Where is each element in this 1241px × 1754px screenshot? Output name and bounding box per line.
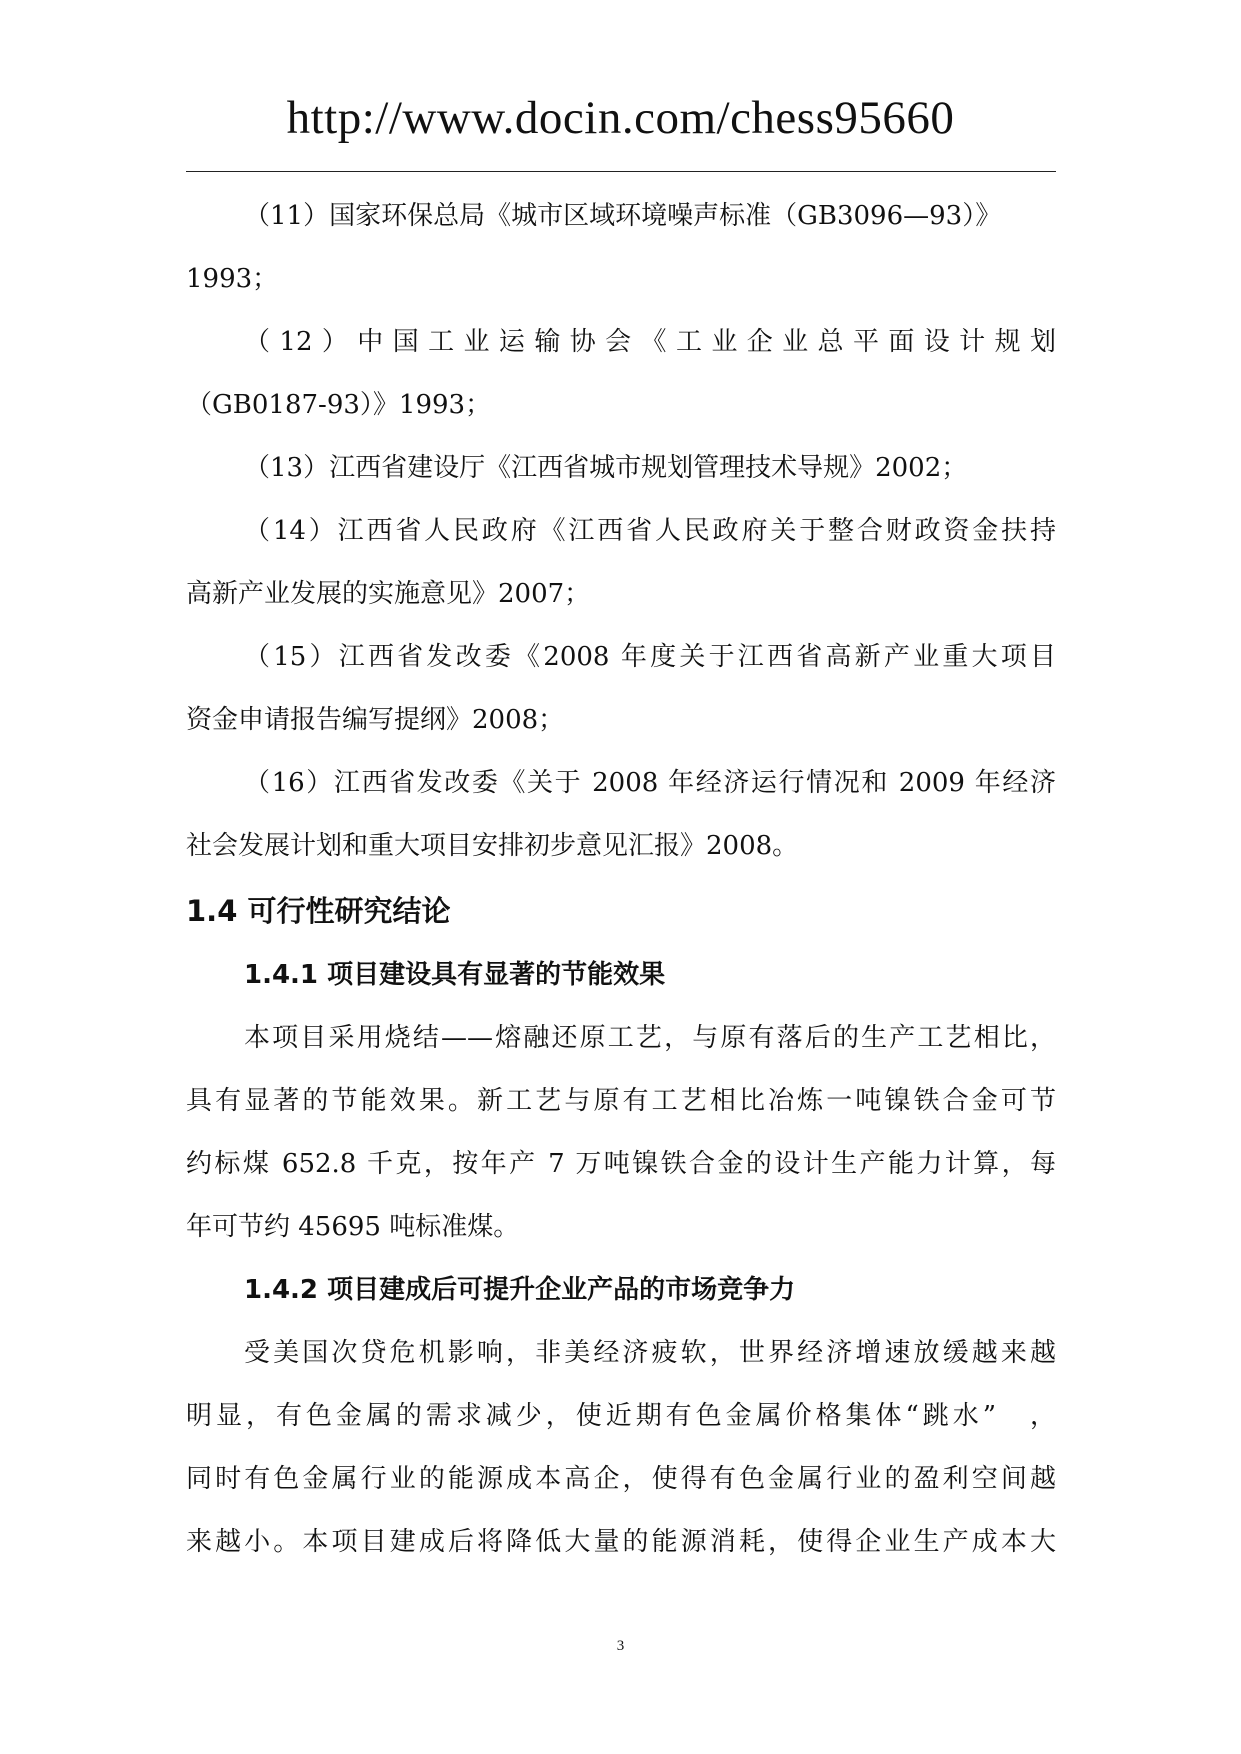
- body-line: 本项目采用烧结——熔融还原工艺，与原有落后的生产工艺相比，: [244, 1023, 1056, 1053]
- body-line: 年可节约 45695 吨标准煤。: [186, 1212, 520, 1242]
- body-line: 具有显著的节能效果。新工艺与原有工艺相比冶炼一吨镍铁合金可节: [186, 1086, 1056, 1116]
- body-line: （11）国家环保总局《城市区域环境噪声标准（GB3096—93）》: [244, 201, 1002, 231]
- body-line: 1993；: [186, 264, 279, 294]
- page-number: 3: [616, 1638, 625, 1654]
- subsection-heading: 1.4.1 项目建设具有显著的节能效果: [244, 960, 666, 990]
- body-line: （16）江西省发改委《关于 2008 年经济运行情况和 2009 年经济: [244, 768, 1056, 798]
- body-line: 来越小。本项目建成后将降低大量的能源消耗，使得企业生产成本大: [186, 1527, 1056, 1557]
- body-line: （14）江西省人民政府《江西省人民政府关于整合财政资金扶持: [244, 516, 1056, 546]
- document-body: [186, 185, 1056, 1574]
- body-line: （15）江西省发改委《2008 年度关于江西省高新产业重大项目: [244, 642, 1056, 672]
- body-line: 明显，有色金属的需求减少，使近期有色金属价格集体“跳水” ，: [186, 1401, 1056, 1431]
- body-line: 高新产业发展的实施意见》2007；: [186, 579, 591, 609]
- body-line: （13）江西省建设厅《江西省城市规划管理技术导规》2002；: [244, 453, 968, 483]
- body-line: （12）中国工业运输协会《工业企业总平面设计规划: [244, 327, 1056, 357]
- header-divider: [186, 171, 1056, 172]
- subsection-heading: 1.4.2 项目建成后可提升企业产品的市场竞争力: [244, 1275, 796, 1305]
- section-heading: 1.4 可行性研究结论: [186, 894, 451, 928]
- body-line: 受美国次贷危机影响，非美经济疲软，世界经济增速放缓越来越: [244, 1338, 1056, 1368]
- body-line: 同时有色金属行业的能源成本高企，使得有色金属行业的盈利空间越: [186, 1464, 1056, 1494]
- body-line: 约标煤 652.8 千克，按年产 7 万吨镍铁合金的设计生产能力计算，每: [186, 1149, 1056, 1179]
- body-line: （GB0187-93）》1993；: [186, 390, 492, 420]
- body-line: 资金申请报告编写提纲》2008；: [186, 705, 565, 735]
- header-url: http://www.docin.com/chess95660: [286, 92, 955, 144]
- body-line: 社会发展计划和重大项目安排初步意见汇报》2008。: [186, 831, 799, 861]
